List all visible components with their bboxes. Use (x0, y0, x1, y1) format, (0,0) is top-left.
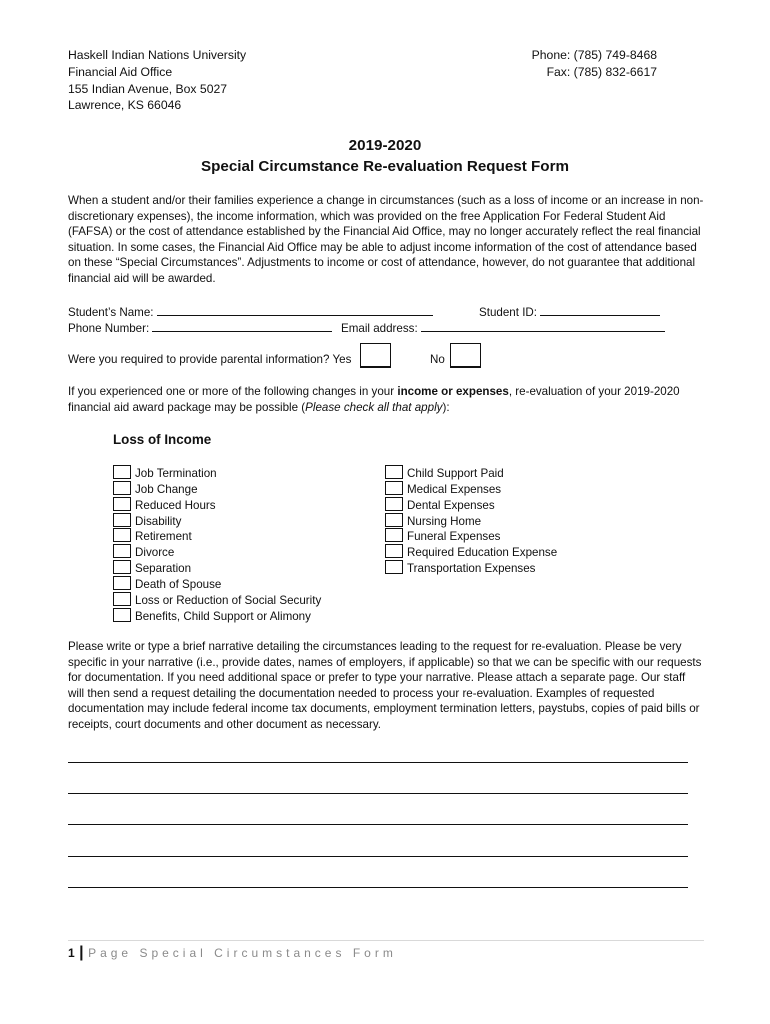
checkbox[interactable] (385, 465, 403, 479)
phone-number-row (68, 320, 332, 337)
checklist-label: Loss or Reduction of Social Security (135, 594, 322, 607)
student-name-row (68, 304, 433, 321)
checkbox[interactable] (385, 481, 403, 495)
student-id-row (479, 304, 660, 321)
checkbox[interactable] (113, 513, 131, 527)
checklist-label: Benefits, Child Support or Alimony (135, 610, 311, 623)
street-address: 155 Indian Avenue, Box 5027 (68, 81, 228, 96)
checklist-item[interactable] (113, 465, 217, 482)
checkbox[interactable] (385, 528, 403, 542)
narrative-instructions: Please write or type a brief narrative detailing the circumstances leading to the request for re-evaluation. Please be very specific in your narrative (i.e., provide dates, names of employers, if applicable) so that we can be specific with our requests for documentation. If you need additional space or prefer to type your narrative. Please attach a separate page. Our staff will then send a request detailing the documentation needed to process your re-evaluation. Examples of requested documentation may include federal income tax documents, employment termination letters, paystubs, copies of paid bills or receipts, court documents and other document as necessary. (68, 640, 702, 731)
loss-of-income-heading: Loss of Income (113, 432, 212, 447)
changes-prefix: If you experienced one or more of the following changes in your (68, 385, 398, 398)
parental-question-row (68, 352, 351, 368)
checkbox[interactable] (385, 497, 403, 511)
checkbox[interactable] (385, 544, 403, 558)
checklist-item[interactable] (113, 497, 216, 514)
checkbox[interactable] (113, 560, 131, 574)
checkbox[interactable] (113, 544, 131, 558)
phone-number: Phone: (785) 749-8468 (531, 48, 657, 62)
checklist-label: Funeral Expenses (407, 530, 501, 543)
checkbox[interactable] (113, 481, 131, 495)
form-title: Special Circumstance Re-evaluation Request Form (201, 158, 569, 175)
contact-numbers (532, 47, 657, 81)
phone-number-field[interactable] (152, 320, 332, 332)
checklist-item[interactable] (113, 560, 191, 577)
checklist-label: Nursing Home (407, 515, 482, 528)
checklist-item[interactable] (113, 544, 174, 561)
checklist-label: Job Termination (135, 467, 217, 480)
city-state-zip: Lawrence, KS 66046 (68, 98, 182, 113)
changes-paragraph (68, 384, 708, 415)
footer-separator: | (79, 944, 84, 961)
university-address (68, 47, 246, 114)
checklist-item[interactable] (385, 497, 495, 514)
narrative-line[interactable] (68, 793, 688, 794)
checklist-item[interactable] (113, 592, 321, 609)
fax-number: Fax: (785) 832-6617 (546, 64, 657, 79)
checkbox[interactable] (113, 576, 131, 590)
checklist-label: Transportation Expenses (407, 562, 536, 575)
student-id-label: Student ID: (479, 306, 538, 319)
student-id-field[interactable] (540, 304, 660, 316)
checkbox[interactable] (385, 560, 403, 574)
checklist-item[interactable] (385, 481, 501, 498)
narrative-line[interactable] (68, 824, 688, 825)
checklist-item[interactable] (113, 608, 311, 625)
checkbox[interactable] (385, 513, 403, 527)
checklist-label: Separation (135, 562, 192, 575)
page-number: 1 (68, 946, 75, 960)
checklist-label: Divorce (135, 546, 175, 559)
checklist-item[interactable] (113, 481, 198, 498)
student-name-label: Student’s Name: (68, 306, 154, 319)
footer (68, 944, 397, 962)
checkbox[interactable] (113, 465, 131, 479)
checklist-label: Disability (135, 515, 182, 528)
checklist-label: Dental Expenses (407, 499, 495, 512)
checkbox[interactable] (113, 528, 131, 542)
intro-paragraph: When a student and/or their families experience a change in circumstances (such as a loss of income or an increase in non-discretionary expenses), the income information, which was provided on the free Application For Federal Student Aid (FAFSA) or the cost of attendance established by the Financial Aid Office, may no longer accurately reflect the real financial situation. In some cases, the Financial Aid Office may be able to adjust income information of the cost of attendance based on these “Special Circumstances”. Adjustments to income or cost of attendance, however, do not guarantee that additional financial aid will be awarded. (68, 194, 704, 285)
footer-text: Page Special Circumstances Form (88, 946, 397, 960)
office-name: Financial Aid Office (68, 64, 173, 79)
checklist-label: Job Change (135, 483, 198, 496)
checklist-label: Death of Spouse (135, 578, 222, 591)
checkbox[interactable] (113, 608, 131, 622)
narrative-line[interactable] (68, 887, 688, 888)
university-name: Haskell Indian Nations University (68, 48, 247, 62)
checklist-item[interactable] (385, 544, 557, 561)
checklist-label: Medical Expenses (407, 483, 502, 496)
checklist-item[interactable] (113, 576, 221, 593)
checklist-item[interactable] (113, 528, 192, 545)
yes-label: Yes (332, 353, 352, 366)
checklist-item[interactable] (385, 528, 500, 545)
checklist-label: Required Education Expense (407, 546, 558, 559)
checkbox[interactable] (113, 497, 131, 511)
checklist-label: Child Support Paid (407, 467, 504, 480)
narrative-line[interactable] (68, 762, 688, 763)
no-label: No (430, 353, 445, 366)
changes-end: ): (442, 400, 450, 414)
parental-question: Were you required to provide parental information? (68, 353, 330, 366)
email-field[interactable] (421, 320, 665, 332)
narrative-line[interactable] (68, 856, 688, 857)
student-name-field[interactable] (157, 304, 433, 316)
changes-suffix: , re-evaluation of your 2019-2020 financial aid award package may be possible ( (68, 385, 680, 414)
phone-number-label: Phone Number: (68, 322, 150, 335)
checklist-label: Reduced Hours (135, 499, 216, 512)
checklist-label: Retirement (135, 530, 192, 543)
checklist-item[interactable] (385, 465, 504, 482)
email-label: Email address: (341, 322, 418, 335)
parental-no-checkbox[interactable] (450, 343, 481, 368)
changes-italic: Please check all that apply (305, 400, 443, 414)
changes-bold: income or expenses (397, 385, 509, 398)
parental-yes-checkbox[interactable] (360, 343, 391, 368)
checkbox[interactable] (113, 592, 131, 606)
form-year: 2019-2020 (348, 137, 422, 154)
checklist-item[interactable] (385, 560, 535, 577)
footer-divider (68, 940, 704, 941)
email-row (341, 320, 665, 337)
